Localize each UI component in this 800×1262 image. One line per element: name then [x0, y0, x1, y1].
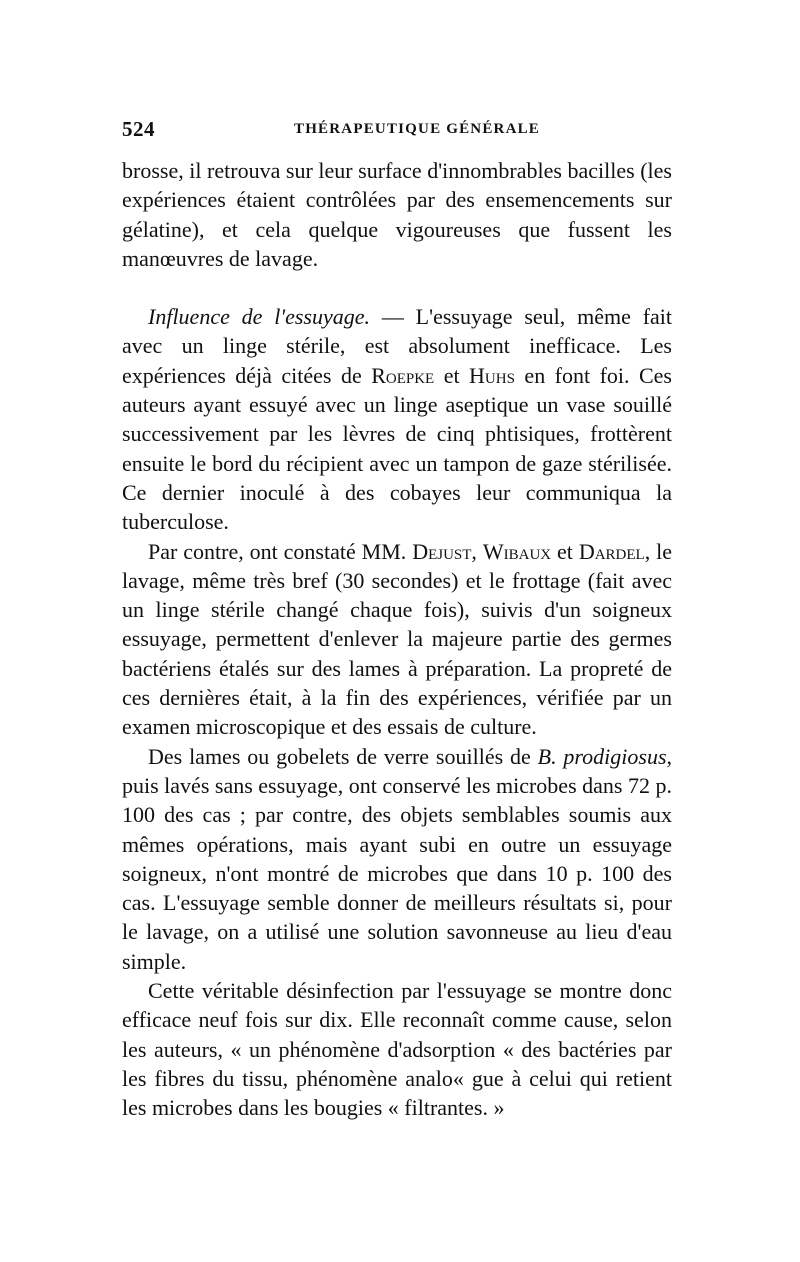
paragraph-lames	[122, 742, 672, 976]
paragraph-text: Cette véritable désinfection par l'essuyage se montre donc efficace neuf fois sur dix. Elle reconnaît comme cause, selon les auteurs, « un phénomène d'adsorption « des bactéries par les fibres du tissu, phénomène analo« gue à celui qui retient les microbes dans les bougies « filtrantes. »	[122, 978, 672, 1121]
paragraph-text: , le lavage, même très bref (30 secondes) et le frottage (fait avec un linge stérile changé chaque fois), suivis d'un soigneux essuyage, permettent d'enlever la majeure partie des germes bactériens étalés sur des lames à préparation. La propreté de ces dernières était, à la fin des expériences, vérifiée par un examen microscopique et des essais de culture.	[122, 538, 673, 740]
body-text	[122, 156, 672, 1123]
species-name: B. prodigiosus	[537, 743, 667, 769]
section-heading: Influence de l'essuyage.	[148, 304, 371, 330]
page-number: 524	[122, 117, 155, 141]
paragraph-text: brosse, il retrouva sur leur surface d'innombrables bacilles (les expériences étaient contrôlées par des ensemencements sur gélatine), et cela quelque vigoureuses que fussent les manœuvres de lavage.	[122, 158, 672, 271]
paragraph-desinfection	[122, 976, 672, 1122]
paragraph-text: Des lames ou gobelets de verre souillés de	[148, 743, 538, 769]
paragraph-text: en font foi. Ces auteurs ayant essuyé avec un linge aseptique un vase souillé successivement par les lèvres de cinq phtisiques, frottèrent ensuite le bord du récipient avec un tampon de gaze stérilisée. Ce dernier inoculé à des cobayes leur communiqua la tuberculose.	[122, 362, 672, 535]
paragraph-continuation	[122, 156, 672, 273]
author-name: Dejust	[412, 538, 472, 564]
paragraph-text: Par contre, ont constaté MM.	[148, 538, 413, 564]
author-name: Dardel	[578, 538, 645, 564]
paragraph-text: , puis lavés sans essuyage, ont conservé les microbes dans 72 p. 100 des cas ; par contre, des objets semblables soumis aux mêmes opérations, mais ayant subi en outre un essuyage soigneux, n'ont montré de microbes que dans 10 p. 100 des cas. L'essuyage semble donner de meilleurs résultats si, pour le lavage, on a utilisé une solution savonneuse au lieu d'eau simple.	[122, 743, 673, 974]
paragraph-text: et	[434, 362, 470, 388]
paragraph-text: — L'essuyage seul, même fait avec un linge stérile, est absolument inefficace. Les expériences déjà citées de	[122, 304, 673, 388]
author-name: Roepke	[371, 362, 435, 388]
paragraph-text: ,	[471, 538, 483, 564]
author-name: Wibaux	[482, 538, 552, 564]
paragraph-text: et	[551, 538, 579, 564]
author-name: Huhs	[469, 362, 515, 388]
paragraph-essuyage	[122, 302, 672, 536]
running-title: THÉRAPEUTIQUE GÉNÉRALE	[293, 121, 541, 137]
paragraph-par-contre	[122, 537, 672, 742]
running-head	[122, 117, 672, 147]
